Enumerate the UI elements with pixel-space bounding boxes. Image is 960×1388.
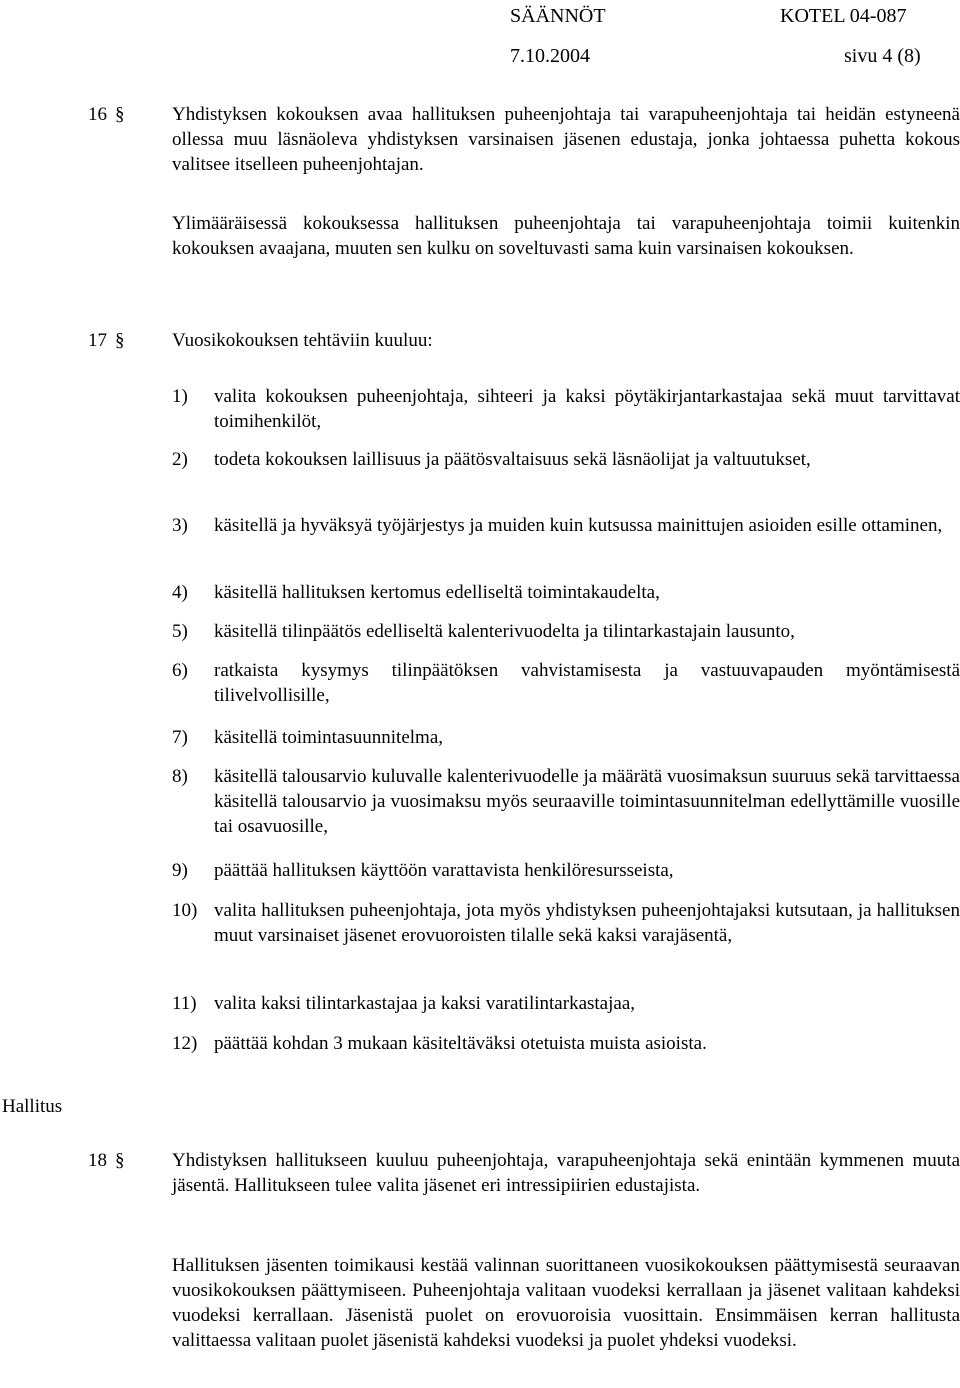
section-symbol: § (115, 330, 125, 351)
document-date: 7.10.2004 (510, 45, 590, 67)
section-18-label (88, 1148, 125, 1173)
list-item-number: 7) (172, 727, 188, 748)
list-item-text: käsitellä talousarvio kuluvalle kalenterivuodelle ja määrätä vuosimaksun suuruus sekä tarvittaessa käsitellä talousarvio ja vuosimaksu myös seuraaville toimintasuunnitelman edellyttämille vuosille tai osavuosille, (214, 766, 960, 837)
list-item-text: käsitellä ja hyväksyä työjärjestys ja muiden kuin kutsussa mainittujen asioiden esille ottaminen, (214, 515, 943, 536)
section-16-paragraph-2: Ylimääräisessä kokouksessa hallituksen puheenjohtaja tai varapuheenjohtaja toimii kuitenkin kokouksen avaajana, muuten sen kulku on soveltuvasti sama kuin varsinaisen kokouksen. (172, 213, 960, 259)
side-heading-hallitus: Hallitus (2, 1096, 63, 1117)
list-item-number: 8) (172, 766, 188, 787)
list-item-number: 5) (172, 621, 188, 642)
list-item-number: 6) (172, 660, 188, 681)
list-item-number: 12) (172, 1033, 198, 1054)
section-16-paragraph-1: Yhdistyksen kokouksen avaa hallituksen puheenjohtaja tai varapuheenjohtaja tai heidän estyneenä ollessa muu läsnäoleva yhdistyksen varsinaisen jäsenen edustaja, jonka johtaessa puhetta kokous valitsee itselleen puheenjohtajan. (172, 104, 960, 175)
list-item-number: 9) (172, 860, 188, 881)
list-item-text: käsitellä toimintasuunnitelma, (214, 727, 444, 748)
section-17-intro: Vuosikokouksen tehtäviin kuuluu: (172, 330, 433, 351)
document-type: SÄÄNNÖT (510, 5, 606, 27)
list-item-text: valita kokouksen puheenjohtaja, sihteeri ja kaksi pöytäkirjantarkastajaa sekä muut tarvittavat toimihenkilöt, (214, 386, 960, 432)
page-number: sivu 4 (8) (844, 45, 921, 67)
list-item-number: 3) (172, 515, 188, 536)
section-number: 16 (88, 104, 107, 125)
list-item-text: ratkaista kysymys tilinpäätöksen vahvistamisesta ja vastuuvapauden myöntämisestä tilivelvollisille, (214, 660, 960, 706)
section-number: 18 (88, 1150, 107, 1171)
section-17-label (88, 328, 125, 353)
list-item-text: valita hallituksen puheenjohtaja, jota myös yhdistyksen puheenjohtajaksi kutsutaan, ja hallituksen muut varsinaiset jäsenet erovuoroisten tilalle sekä kaksi varajäsentä, (214, 900, 960, 946)
list-item-number: 4) (172, 582, 188, 603)
list-item-number: 11) (172, 993, 197, 1014)
section-symbol: § (115, 1150, 125, 1171)
list-item-text: päättää hallituksen käyttöön varattavista henkilöresursseista, (214, 860, 674, 881)
list-item-text: käsitellä hallituksen kertomus edelliseltä toimintakaudelta, (214, 582, 660, 603)
list-item-number: 10) (172, 900, 198, 921)
section-number: 17 (88, 330, 107, 351)
list-item-text: todeta kokouksen laillisuus ja päätösvaltaisuus sekä läsnäolijat ja valtuutukset, (214, 449, 811, 470)
list-item-text: valita kaksi tilintarkastajaa ja kaksi varatilintarkastajaa, (214, 993, 635, 1014)
list-item-text: käsitellä tilinpäätös edelliseltä kalenterivuodelta ja tilintarkastajain lausunto, (214, 621, 795, 642)
list-item-text: päättää kohdan 3 mukaan käsiteltäväksi otetuista muista asioista. (214, 1033, 707, 1054)
list-item-number: 1) (172, 386, 188, 407)
document-code: KOTEL 04-087 (780, 5, 907, 27)
list-item-number: 2) (172, 449, 188, 470)
section-16-label (88, 102, 125, 127)
section-symbol: § (115, 104, 125, 125)
section-18-paragraph-2: Hallituksen jäsenten toimikausi kestää valinnan suorittaneen vuosikokouksen päättymisestä seuraavan vuosikokouksen päättymiseen. Puheenjohtaja valitaan vuodeksi kerrallaan ja jäsenet valitaan kahdeksi vuodeksi kerrallaan. Jäsenistä puolet on erovuoroisia vuosittain. Ensimmäisen kerran hallitusta valittaessa valitaan puolet jäsenistä kahdeksi vuodeksi ja puolet yhdeksi vuodeksi. (172, 1255, 960, 1351)
section-18-paragraph-1: Yhdistyksen hallitukseen kuuluu puheenjohtaja, varapuheenjohtaja sekä enintään kymmenen muuta jäsentä. Hallitukseen tulee valita jäsenet eri intressipiirien edustajista. (172, 1150, 960, 1196)
